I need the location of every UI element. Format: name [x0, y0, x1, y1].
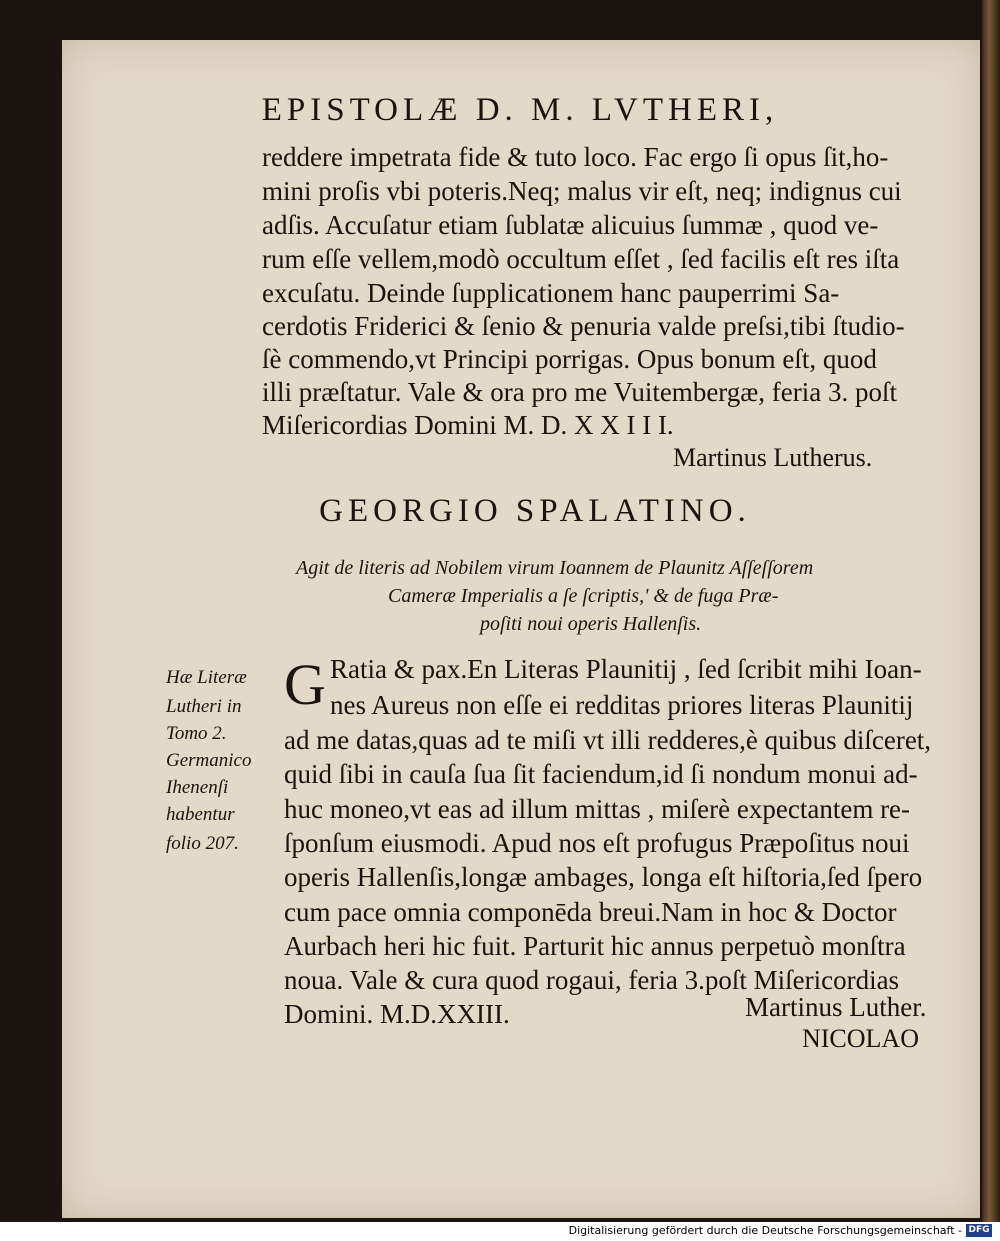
letter1-line: illi præſtatur. Vale & ora pro me Vuitembergæ, feria 3. poſt	[262, 377, 898, 407]
running-head: EPISTOLÆ D. M. LVTHERI,	[261, 92, 779, 128]
margin-note-line: Germanico	[166, 750, 252, 771]
margin-note-line: Ihenenſi	[166, 777, 229, 798]
letter2-line: Aurbach heri hic fuit. Parturit hic annus perpetuò monſtra	[284, 931, 906, 961]
drop-cap-initial: G	[284, 652, 326, 717]
margin-note-line: folio 207.	[166, 833, 239, 854]
catchword: NICOLAO	[802, 1024, 919, 1053]
margin-note-line: Tomo 2.	[166, 723, 227, 744]
letter1-signature: Martinus Lutherus.	[673, 443, 873, 472]
margin-note-line: habentur	[166, 804, 235, 825]
letter1-line: adſis. Accuſatur etiam ſublatæ alicuius ſummæ , quod ve-	[262, 210, 879, 240]
digitization-credit: Digitalisierung gefördert durch die Deutsche Forschungsgemeinschaft -	[568, 1224, 962, 1237]
letter2-line: operis Hallenſis,longæ ambages, longa eſt hiſtoria,ſed ſpero	[284, 862, 923, 892]
letter2-heading: GEORGIO SPALATINO.	[319, 493, 751, 529]
margin-note-line: Lutheri in	[166, 696, 242, 717]
letter2-line: cum pace omnia componēda breui.Nam in hoc & Doctor	[284, 897, 897, 927]
letter2-signature: Martinus Luther.	[745, 992, 927, 1022]
book-spine-edge	[982, 0, 1000, 1222]
letter2-line: nes Aureus non eſſe ei redditas priores literas Plaunitij	[330, 690, 914, 720]
letter2-line: ad me datas,quas ad te miſi vt illi redderes,è quibus diſceret,	[284, 725, 932, 755]
letter1-line: Miſericordias Domini M. D. X X I I I.	[262, 410, 674, 440]
letter2-line: huc moneo,vt eas ad illum mittas , miſerè expectantem re-	[284, 794, 911, 824]
letter2-line: noua. Vale & cura quod rogaui, feria 3.poſt Miſericordias	[284, 965, 900, 995]
letter1-line: ſè commendo,vt Principi porrigas. Opus bonum eſt, quod	[262, 344, 877, 374]
margin-note-line: Hæ Literæ	[166, 667, 247, 688]
summary-line: Agit de literis ad Nobilem virum Ioannem de Plaunitz Aſſeſſorem	[296, 557, 814, 579]
letter2-line: Domini. M.D.XXIII.	[284, 999, 510, 1029]
letter1-line: reddere impetrata fide & tuto loco. Fac ergo ſi opus ſit,ho-	[262, 142, 889, 172]
dfg-logo: DFG	[966, 1224, 992, 1237]
letter2-line: ſponſum eiusmodi. Apud nos eſt profugus Præpoſitus noui	[284, 828, 910, 858]
letter1-line: excuſatu. Deinde ſupplicationem hanc pauperrimi Sa-	[262, 278, 840, 308]
summary-line: Cameræ Imperialis a ſe ſcriptis,' & de fuga Præ-	[388, 585, 779, 607]
letter2-line: Ratia & pax.En Literas Plaunitij , ſed ſcribit mihi Ioan-	[330, 654, 922, 684]
letter2-line: quid ſibi in cauſa ſua ſit faciendum,id ſi nondum monui ad-	[284, 759, 918, 789]
letter1-line: cerdotis Friderici & ſenio & penuria valde preſsi,tibi ſtudio-	[262, 311, 905, 341]
letter1-line: mini proſis vbi poteris.Neq; malus vir eſt, neq; indignus cui	[262, 176, 902, 206]
summary-line: poſiti noui operis Hallenſis.	[480, 613, 702, 635]
letter1-line: rum eſſe vellem,modò occultum eſſet , ſed facilis eſt res iſta	[262, 244, 900, 274]
